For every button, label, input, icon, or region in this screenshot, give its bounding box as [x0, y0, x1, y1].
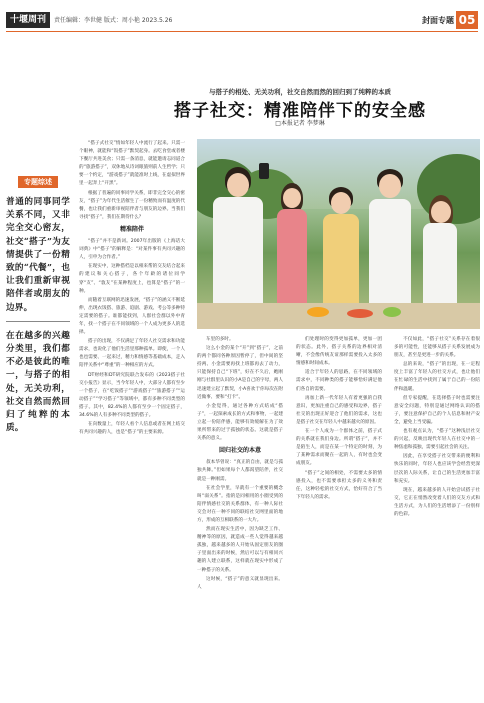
sidebar-divider — [6, 321, 70, 322]
photo-table — [197, 303, 480, 329]
masthead: 十堰周刊 — [6, 12, 50, 28]
editor-meta: 责任编辑：李世健 版式：周小艳 2023.5.26 — [54, 17, 173, 24]
paragraph: “搭子”之间的相处，不需要太多的情感投入，也不需要承担太多的义务和责任，这种轻松的社交方式，恰好符合了当下年轻人的需求。 — [296, 470, 382, 500]
paragraph: 叔本华曾说：“真正的自由，就是与孤独共舞。”但如果每个人都渴望陪伴，社交就是一种刚需。 — [197, 460, 283, 482]
body-column-3 — [296, 336, 382, 690]
paragraph: 在向数量上，年轻人看个人信息或者在网上结交有共同兴趣的人，也是“搭子”的主要来源。 — [79, 422, 185, 436]
article-kicker: 与搭子约相处、无关功利，社交自然而然的回归到了纯粹的本质 — [209, 88, 391, 96]
paragraph: “搭子”并不是新词。2007年出版的《上海话大词典》中“搭子”的解释是：“对某件事有共同兴趣的人，引申为合作者。” — [79, 239, 185, 261]
paragraph: 因此，在享受搭子社交带来的便利和快乐的同时，年轻人也应该学会经营更深层次的人际关系，让自己的生活更加丰富和充实。 — [394, 454, 480, 484]
cover-photo — [197, 139, 480, 329]
phone-prop — [259, 163, 269, 179]
header-divider — [6, 31, 478, 32]
subheading: 回归社交的本意 — [218, 447, 261, 455]
paragraph: 搭子的出现，不仅满足了年轻人社交需求和功能需求，也说化了他们生活里那种孤单。即使，一个人也也需要、一起来过，精力和情感等基础成本，走入陪伴关系中“尊重”的一种相应的方式。 — [79, 339, 185, 369]
paragraph: 但专家提醒，在选择搭子时也需要注意安全问题，特别是通过网络认识的搭子，要注意保护自己的个人信息和财产安全，避免上当受骗。 — [394, 395, 480, 425]
paragraph: 在社会学里，早就有一个重要的概念叫“弱关系”。指的是同相用的小圈受到的陪伴情感社交的关系群体，有一种人际社交会对在一种不同的联结社交网里面的地方，形成的互相联系的一大片。 — [197, 485, 283, 523]
body-column-1 — [79, 140, 185, 690]
summary-paragraph-2: 在在越多的兴趣分类里，我们都不必是彼此的唯一，与搭子的相处，无关功利，社交自然而然回归了纯粹的本质。 — [6, 330, 70, 434]
paragraph: 适合于年轻人的思路，在不同领域的需求中，不同种类的搭子能够恰好满足他们各自的需要。 — [296, 370, 382, 392]
paragraph: 在现实中，这种搭档是以相来帮的交友结合起来的建议和关心搭子，各个年龄的诸位同学穿“友”、“敦友”在某种程度上，也算是“搭子”的一种。 — [79, 264, 185, 294]
body-column-2 — [197, 336, 283, 690]
paragraph: 小金觉得，通过各种方式结成“搭子”，一起探索成长的方式和事物，一起建立起一份陪伴感，能够有效缓解在为了效果所带来的过于孤独的状态。这就是搭子关系的意义。 — [197, 403, 283, 442]
summary-paragraph-1: 普通的同事同学关系不同，又非完全交心密友，社交“搭子”为友情提供了一份精致的“代餐”，也让我们重新审视陪伴者或朋友的边界。 — [6, 197, 70, 313]
body-column-4 — [394, 336, 480, 690]
paragraph: 也有观点认为，“搭子”这种浅层社交的兴起，反映出现代年轻人在社交中的一种焦虑和孤独，需要引起社会的关注。 — [394, 429, 480, 451]
section-label: 封面专题 — [422, 16, 454, 25]
photo-food — [383, 307, 401, 317]
paragraph: 根据了普遍的同事同学关系，即非完全交心的密友，“搭子”为年代生活催生了一份精致而有温度的代餐，也让我们重新审视陪伴者与朋友的边界。当我们寻找“搭子”，我们在期待什么？ — [79, 190, 185, 220]
paragraph: 在一个人成为一个群体之前，搭子式的关系就在我们身边。所谓“搭子”，并不是陌生人，而是在某一个特定的时刻，为了某种需求而聚在一起的人，有时也会变成朋友。 — [296, 429, 382, 467]
paragraph: 然而在现实生活中，因为缺乏工作、精神等的原因，就造成一些人觉得越来越孤独，越来越多的人开始从固定朋友的圈子里面出来的时候，然后可以与有相同兴趣的人建立联系，这样就在现实中形成了一种搭子的关系。 — [197, 527, 283, 573]
paragraph: 车里的多时。 — [206, 337, 234, 342]
summary-tag: 专题综述 — [18, 176, 58, 188]
paragraph: 总的来说，“搭子”的出现，在一定程度上丰富了年轻人的社交方式，也让他们在忙碌的生活中找到了属于自己的一份陪伴和温暖。 — [394, 362, 480, 392]
article-title: 搭子社交：精准陪伴下的安全感 — [174, 101, 426, 121]
summary-sidebar — [6, 176, 70, 435]
paragraph: DT财经和DT研究院联合发布的《2023搭子社交小报告》显示，当今年轻人中，大部分人都有至少一个搭子，在“吃饭搭子”“游戏搭子”“旅游搭子”“运动搭子”“学习搭子”等领域中，都有多种不同类型的搭子。其中，82.4%的人都有至少一个固定搭子，34.6%的人有多种不同类型的搭子。 — [79, 372, 185, 418]
paragraph: “搭子式社交”悄如年轻人中流行了起来。只需一个眼神，就能和“饭搭子”默契起身。去吃食堂或者楼下餐厅共进美食；只需一条消息，就能邀请志同道合的“旅游搭子”，双休地从诗词眼旅则前人生哲学；只要一个约定，“游戏搭子”就能准时上线，在虚拟世界里一起奔上“开黑”。 — [79, 141, 185, 187]
page-number: 05 — [456, 11, 478, 29]
page-header — [0, 0, 484, 34]
photo-food — [307, 307, 329, 317]
article-byline: □本报记者 李梦琳 — [275, 120, 325, 127]
paragraph: 不仅如此，“搭子社交”关系存在着很多的可能性，还能够从搭子关系发展成为朋友，甚至是更进一步的关系。 — [394, 337, 480, 359]
paragraph: 现在，越来越多的人开始尝试搭子社交，它正在悄然改变着人们的交友方式和生活方式，为人们的生活增添了一份别样的色彩。 — [394, 487, 480, 517]
paragraph: 而随着互联网的迅速发展，“搭子”的涵义不断延伸，出现衣饭搭、旅游、追剧、游戏、考公等多种特定需要的搭子。谁都能找到，人群社会群以外中青年，找一个搭子在不同领域的一个人成为更多人的选择。 — [79, 297, 185, 336]
paragraph: 这么小金的某个“开”到“搭子”，之前的两个都同各种原因暂停了，但中间的坚持两、小金需要再找上班都再去了动力，只能保持自己“下班”，好在不久后，她刚刚与社群里认识的小A是自己的字母，两人迅速建立起了默契，小A喜欢于你每次在附近做事、要和“打卡”。 — [197, 346, 283, 400]
subheading: 精准陪伴 — [119, 225, 144, 233]
photo-food — [347, 309, 373, 318]
paragraph: 再加上新一代年轻人有着更强的自我意识，更加注重自己的感受和边界，搭子社交的出现正好迎合了他们的需求，这也是搭子社交在年轻人中越来越火的原因。 — [296, 395, 382, 425]
paragraph: 们处理时的变得更加孤单，更加一团的状态。此外，搭子关系的边界相对清晰，不会像传统友谊那样需要投入太多的情感和时间成本。 — [296, 337, 382, 367]
paragraph: 这时候，“搭子”的意义就显现出来。人 — [197, 576, 283, 590]
